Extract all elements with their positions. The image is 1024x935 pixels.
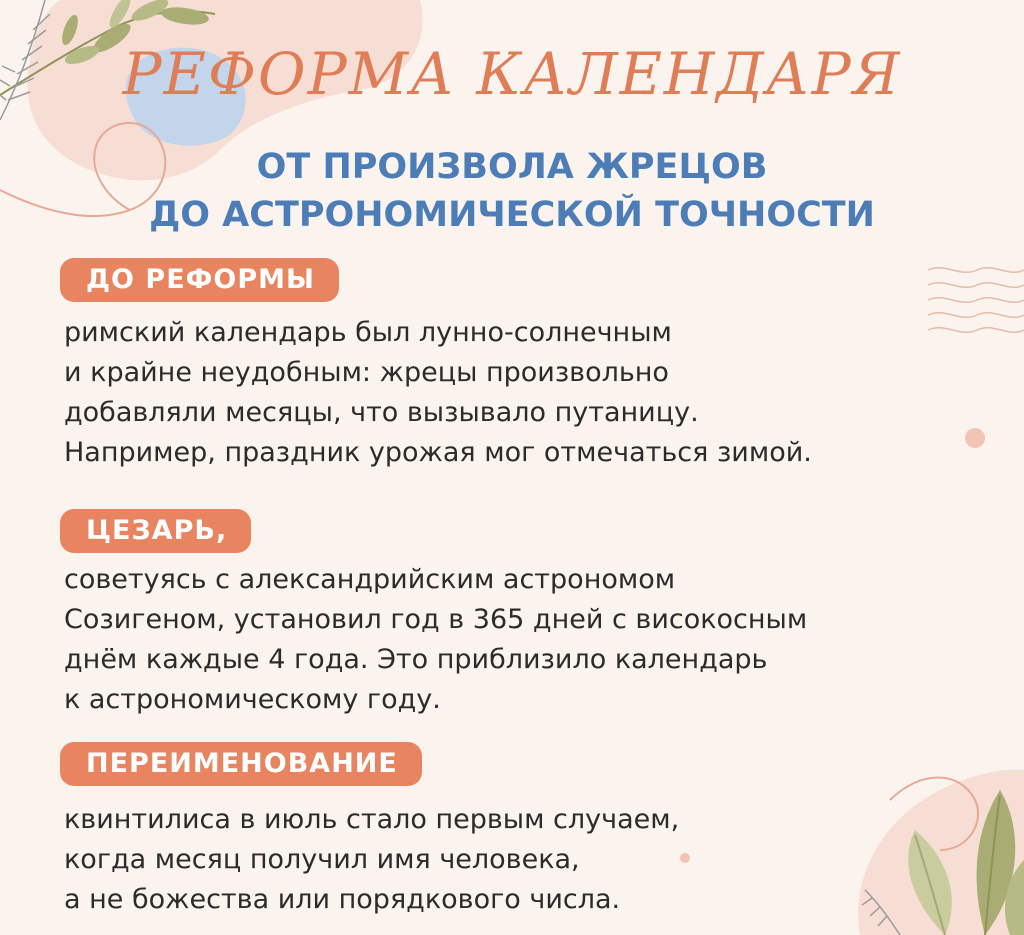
text-line: римский календарь был лунно-солнечным (64, 317, 672, 348)
text-line: и крайне неудобным: жрецы произвольно (64, 357, 669, 388)
subtitle-line-2: ДО АСТРОНОМИЧЕСКОЙ ТОЧНОСТИ (149, 195, 875, 235)
section-badge-caesar: ЦЕЗАРЬ, (60, 509, 251, 553)
text-line: Созигеном, установил год в 365 дней с високосным (64, 604, 808, 635)
text-line: советуясь с александрийским астрономом (64, 564, 676, 595)
subtitle-line-1: ОТ ПРОИЗВОЛА ЖРЕЦОВ (256, 147, 768, 187)
page-title: РЕФОРМА КАЛЕНДАРЯ (122, 40, 902, 108)
section-badge-renaming: ПЕРЕИМЕНОВАНИЕ (60, 742, 422, 786)
section-badge-before-reform: ДО РЕФОРМЫ (60, 258, 339, 302)
text-line: когда месяц получил имя человека, (64, 844, 580, 875)
section-text-caesar (64, 560, 1004, 720)
page-subtitle (0, 143, 1024, 239)
text-line: Например, праздник урожая мог отмечаться зимой. (64, 437, 812, 468)
text-line: добавляли месяцы, что вызывало путаницу. (64, 397, 699, 428)
text-line: а не божества или порядкового числа. (64, 884, 621, 915)
text-line: днём каждые 4 года. Это приблизило календарь (64, 644, 768, 675)
text-line: квинтилиса в июль стало первым случаем, (64, 804, 680, 835)
text-line: к астрономическому году. (64, 684, 441, 715)
section-text-renaming (64, 800, 1004, 920)
section-text-before-reform (64, 313, 1004, 473)
